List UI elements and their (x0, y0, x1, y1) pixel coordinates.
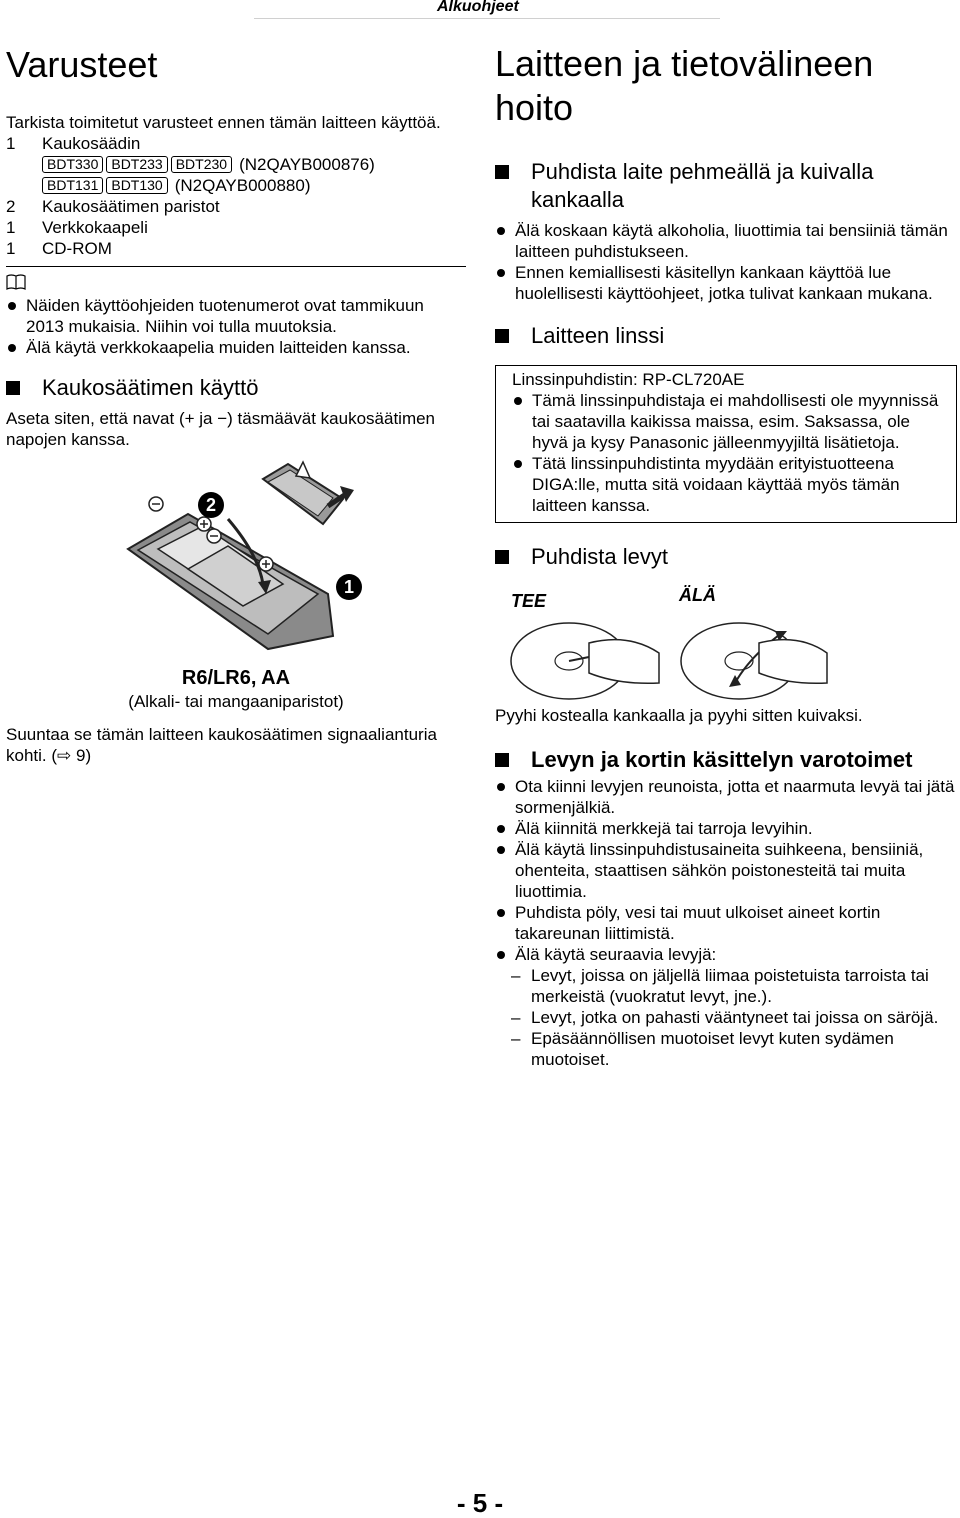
model-badge: BDT330 (42, 156, 103, 173)
avoid-disc-list (495, 965, 955, 1070)
lens-cleaner-list (512, 390, 940, 516)
remote-use-heading (6, 374, 466, 402)
accessory-qty: 1 (6, 239, 16, 258)
note-book-icon (6, 273, 26, 291)
battery-caption (6, 666, 466, 714)
accessory-name: Verkkokaapeli (42, 218, 148, 237)
remote-model-row (6, 175, 466, 196)
section-square-icon (495, 329, 509, 343)
remote-model-row (6, 154, 466, 175)
clean-unit-list (495, 220, 955, 304)
section-square-icon (495, 550, 509, 564)
section-square-icon (495, 753, 509, 767)
clean-unit-title: Puhdista laite pehmeällä ja kuivalla kankaalla (531, 159, 874, 212)
handling-item: Älä käytä seuraavia levyjä: (495, 944, 955, 965)
lens-cleaner-item: Tämä linssinpuhdistaja ei mahdollisesti ole myynnissä tai saatavilla kaikissa maissa, esim. Saksassa, ole hyvä ja kysy Panasonic jälleenmyyjiltä lisätietoja. (512, 390, 940, 453)
left-column (6, 42, 466, 766)
accessory-item (6, 217, 466, 238)
do-label: TEE (511, 591, 547, 611)
care-title: Laitteen ja tietovälineen hoito (495, 43, 874, 128)
accessory-qty: 1 (6, 134, 16, 153)
section-square-icon (495, 165, 509, 179)
accessories-intro: Tarkista toimitetut varusteet ennen tämän laitteen käyttöä. (6, 113, 441, 132)
accessory-item (6, 196, 466, 217)
right-column (495, 42, 955, 1070)
part-number: (N2QAYB000876) (239, 155, 375, 174)
accessory-name: Kaukosäätimen paristot (42, 197, 220, 216)
handling-list (495, 776, 955, 965)
handling-item: Älä käytä linssinpuhdistusaineita suihkeena, bensiiniä, ohenteita, staattisen sähkön poistonesteitä tai muita liuottimia. (495, 839, 955, 902)
battery-insertion-illustration (118, 454, 458, 654)
avoid-disc-item: – Epäsäännöllisen muotoiset levyt kuten sydämen muotoiset. (495, 1028, 955, 1070)
lens-heading (495, 322, 955, 350)
disc-caption: Pyyhi kostealla kankaalla ja pyyhi sitten kuivaksi. (495, 706, 863, 725)
disc-cleaning-illustration (495, 579, 955, 705)
handling-title: Levyn ja kortin käsittelyn varotoimet (531, 747, 913, 772)
accessory-qty: 1 (6, 218, 16, 237)
battery-description: (Alkali- tai mangaaniparistot) (128, 692, 344, 711)
step-1-marker: 1 (336, 574, 362, 600)
handling-item: Puhdista pöly, vesi tai muut ulkoiset aineet kortin takareunan liittimistä. (495, 902, 955, 944)
notes-list (6, 295, 466, 358)
section-tag: Alkuohjeet (437, 0, 519, 15)
disc-title: Puhdista levyt (531, 544, 668, 569)
lens-cleaner-box (495, 365, 957, 523)
accessories-title: Varusteet (6, 44, 158, 85)
disc-wipe-drawing (509, 613, 829, 703)
accessory-item (6, 238, 466, 259)
avoid-disc-item: – Levyt, jotka on pahasti vääntyneet tai joissa on säröjä. (495, 1007, 955, 1028)
model-badge: BDT233 (106, 156, 167, 173)
model-badge: BDT230 (171, 156, 232, 173)
handling-heading (495, 746, 955, 774)
disc-heading (495, 543, 955, 571)
header-divider (254, 18, 720, 19)
lens-title: Laitteen linssi (531, 323, 665, 348)
clean-unit-heading (495, 158, 955, 214)
note-item: Älä käytä verkkokaapelia muiden laitteiden kanssa. (6, 337, 466, 358)
note-item: Näiden käyttöohjeiden tuotenumerot ovat tammikuun 2013 mukaisia. Niihin voi tulla muutoksia. (6, 295, 466, 337)
avoid-disc-item: – Levyt, joissa on jäljellä liimaa poistetuista tarroista tai merkeistä (vuokratut levyt, jne.). (495, 965, 955, 1007)
accessories-list (6, 133, 466, 259)
accessory-name: Kaukosäädin (42, 134, 141, 153)
accessory-qty: 2 (6, 197, 16, 216)
aim-instruction: Suuntaa se tämän laitteen kaukosäätimen signaalianturia kohti. (⇨ 9) (6, 725, 437, 765)
clean-unit-item: Älä koskaan käytä alkoholia, liuottimia tai bensiiniä tämän laitteen puhdistukseen. (495, 220, 955, 262)
battery-type: R6/LR6, AA (181, 667, 291, 689)
model-badge: BDT130 (106, 177, 167, 194)
remote-use-text: Aseta siten, että navat (+ ja −) täsmäävät kaukosäätimen napojen kanssa. (6, 409, 436, 449)
handling-item: Ota kiinni levyjen reunoista, jotta et naarmuta levyä tai jätä sormenjälkiä. (495, 776, 955, 818)
lens-cleaner-model: Linssinpuhdistin: RP-CL720AE (512, 370, 745, 389)
remote-use-title: Kaukosäätimen käyttö (42, 375, 259, 400)
model-badge: BDT131 (42, 177, 103, 194)
lens-cleaner-item: Tätä linssinpuhdistinta myydään erityistuotteena DIGA:lle, mutta sitä voidaan käyttää myös tämän laitteen kanssa. (512, 453, 940, 516)
section-square-icon (6, 381, 20, 395)
dont-label: ÄLÄ (679, 585, 716, 605)
accessory-name: CD-ROM (42, 239, 112, 258)
part-number: (N2QAYB000880) (174, 176, 311, 195)
note-divider (6, 266, 466, 267)
step-2-marker: 2 (198, 492, 224, 518)
handling-item: Älä kiinnitä merkkejä tai tarroja levyihin. (495, 818, 955, 839)
clean-unit-item: Ennen kemiallisesti käsitellyn kankaan käyttöä lue huolellisesti käyttöohjeet, jotka tulivat kankaan mukana. (495, 262, 955, 304)
accessory-item (6, 133, 466, 154)
page-number: - 5 - (456, 1488, 504, 1518)
